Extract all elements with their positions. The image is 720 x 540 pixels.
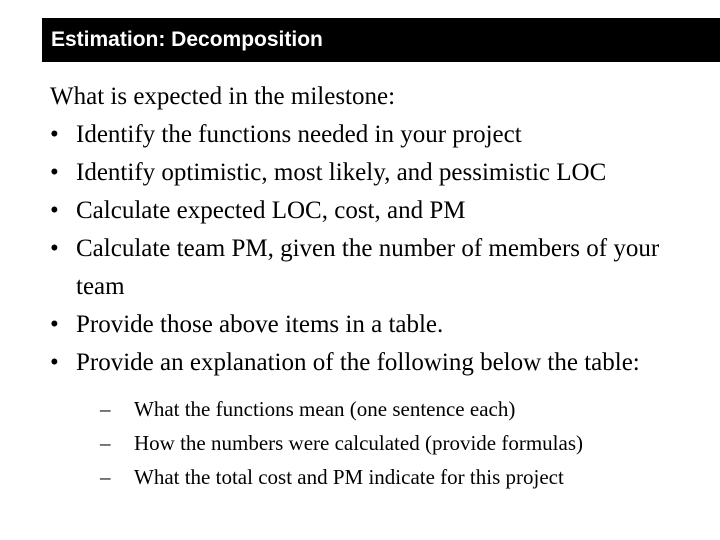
bullet-text: Identify optimistic, most likely, and pessimistic LOC bbox=[76, 159, 607, 186]
sub-bullet-text: How the numbers were calculated (provide formulas) bbox=[134, 431, 583, 455]
sub-bullet-text: What the functions mean (one sentence each) bbox=[134, 397, 516, 421]
slide-body bbox=[50, 78, 700, 494]
bullet-item bbox=[50, 192, 700, 230]
sub-bullet-marker: – bbox=[100, 431, 111, 455]
bullet-marker: • bbox=[50, 159, 59, 186]
bullet-text: Provide an explanation of the following below the table: bbox=[76, 349, 640, 376]
sub-bullet-marker: – bbox=[100, 397, 111, 421]
sub-bullet-marker: – bbox=[100, 465, 111, 489]
bullet-text: Calculate team PM, given the number of members of your team bbox=[76, 235, 660, 300]
bullet-item bbox=[50, 344, 700, 494]
title-bar bbox=[42, 18, 720, 62]
sub-bullet-item bbox=[100, 392, 700, 426]
sub-bullet-item bbox=[100, 426, 700, 460]
bullet-text: Identify the functions needed in your project bbox=[76, 121, 522, 148]
bullet-item bbox=[50, 306, 700, 344]
bullet-marker: • bbox=[50, 235, 59, 262]
bullet-marker: • bbox=[50, 197, 59, 224]
sub-bullet-item bbox=[100, 460, 700, 494]
bullet-marker: • bbox=[50, 121, 59, 148]
bullet-list bbox=[50, 116, 700, 494]
intro-text: What is expected in the milestone: bbox=[50, 83, 396, 110]
bullet-text: Provide those above items in a table. bbox=[76, 311, 444, 338]
bullet-item bbox=[50, 230, 700, 306]
bullet-item bbox=[50, 154, 700, 192]
sub-bullet-list bbox=[76, 392, 700, 494]
sub-bullet-text: What the total cost and PM indicate for this project bbox=[134, 465, 564, 489]
bullet-marker: • bbox=[50, 311, 59, 338]
slide-title: Estimation: Decomposition bbox=[51, 28, 323, 51]
bullet-marker: • bbox=[50, 349, 59, 376]
bullet-text: Calculate expected LOC, cost, and PM bbox=[76, 197, 466, 224]
bullet-item bbox=[50, 116, 700, 154]
